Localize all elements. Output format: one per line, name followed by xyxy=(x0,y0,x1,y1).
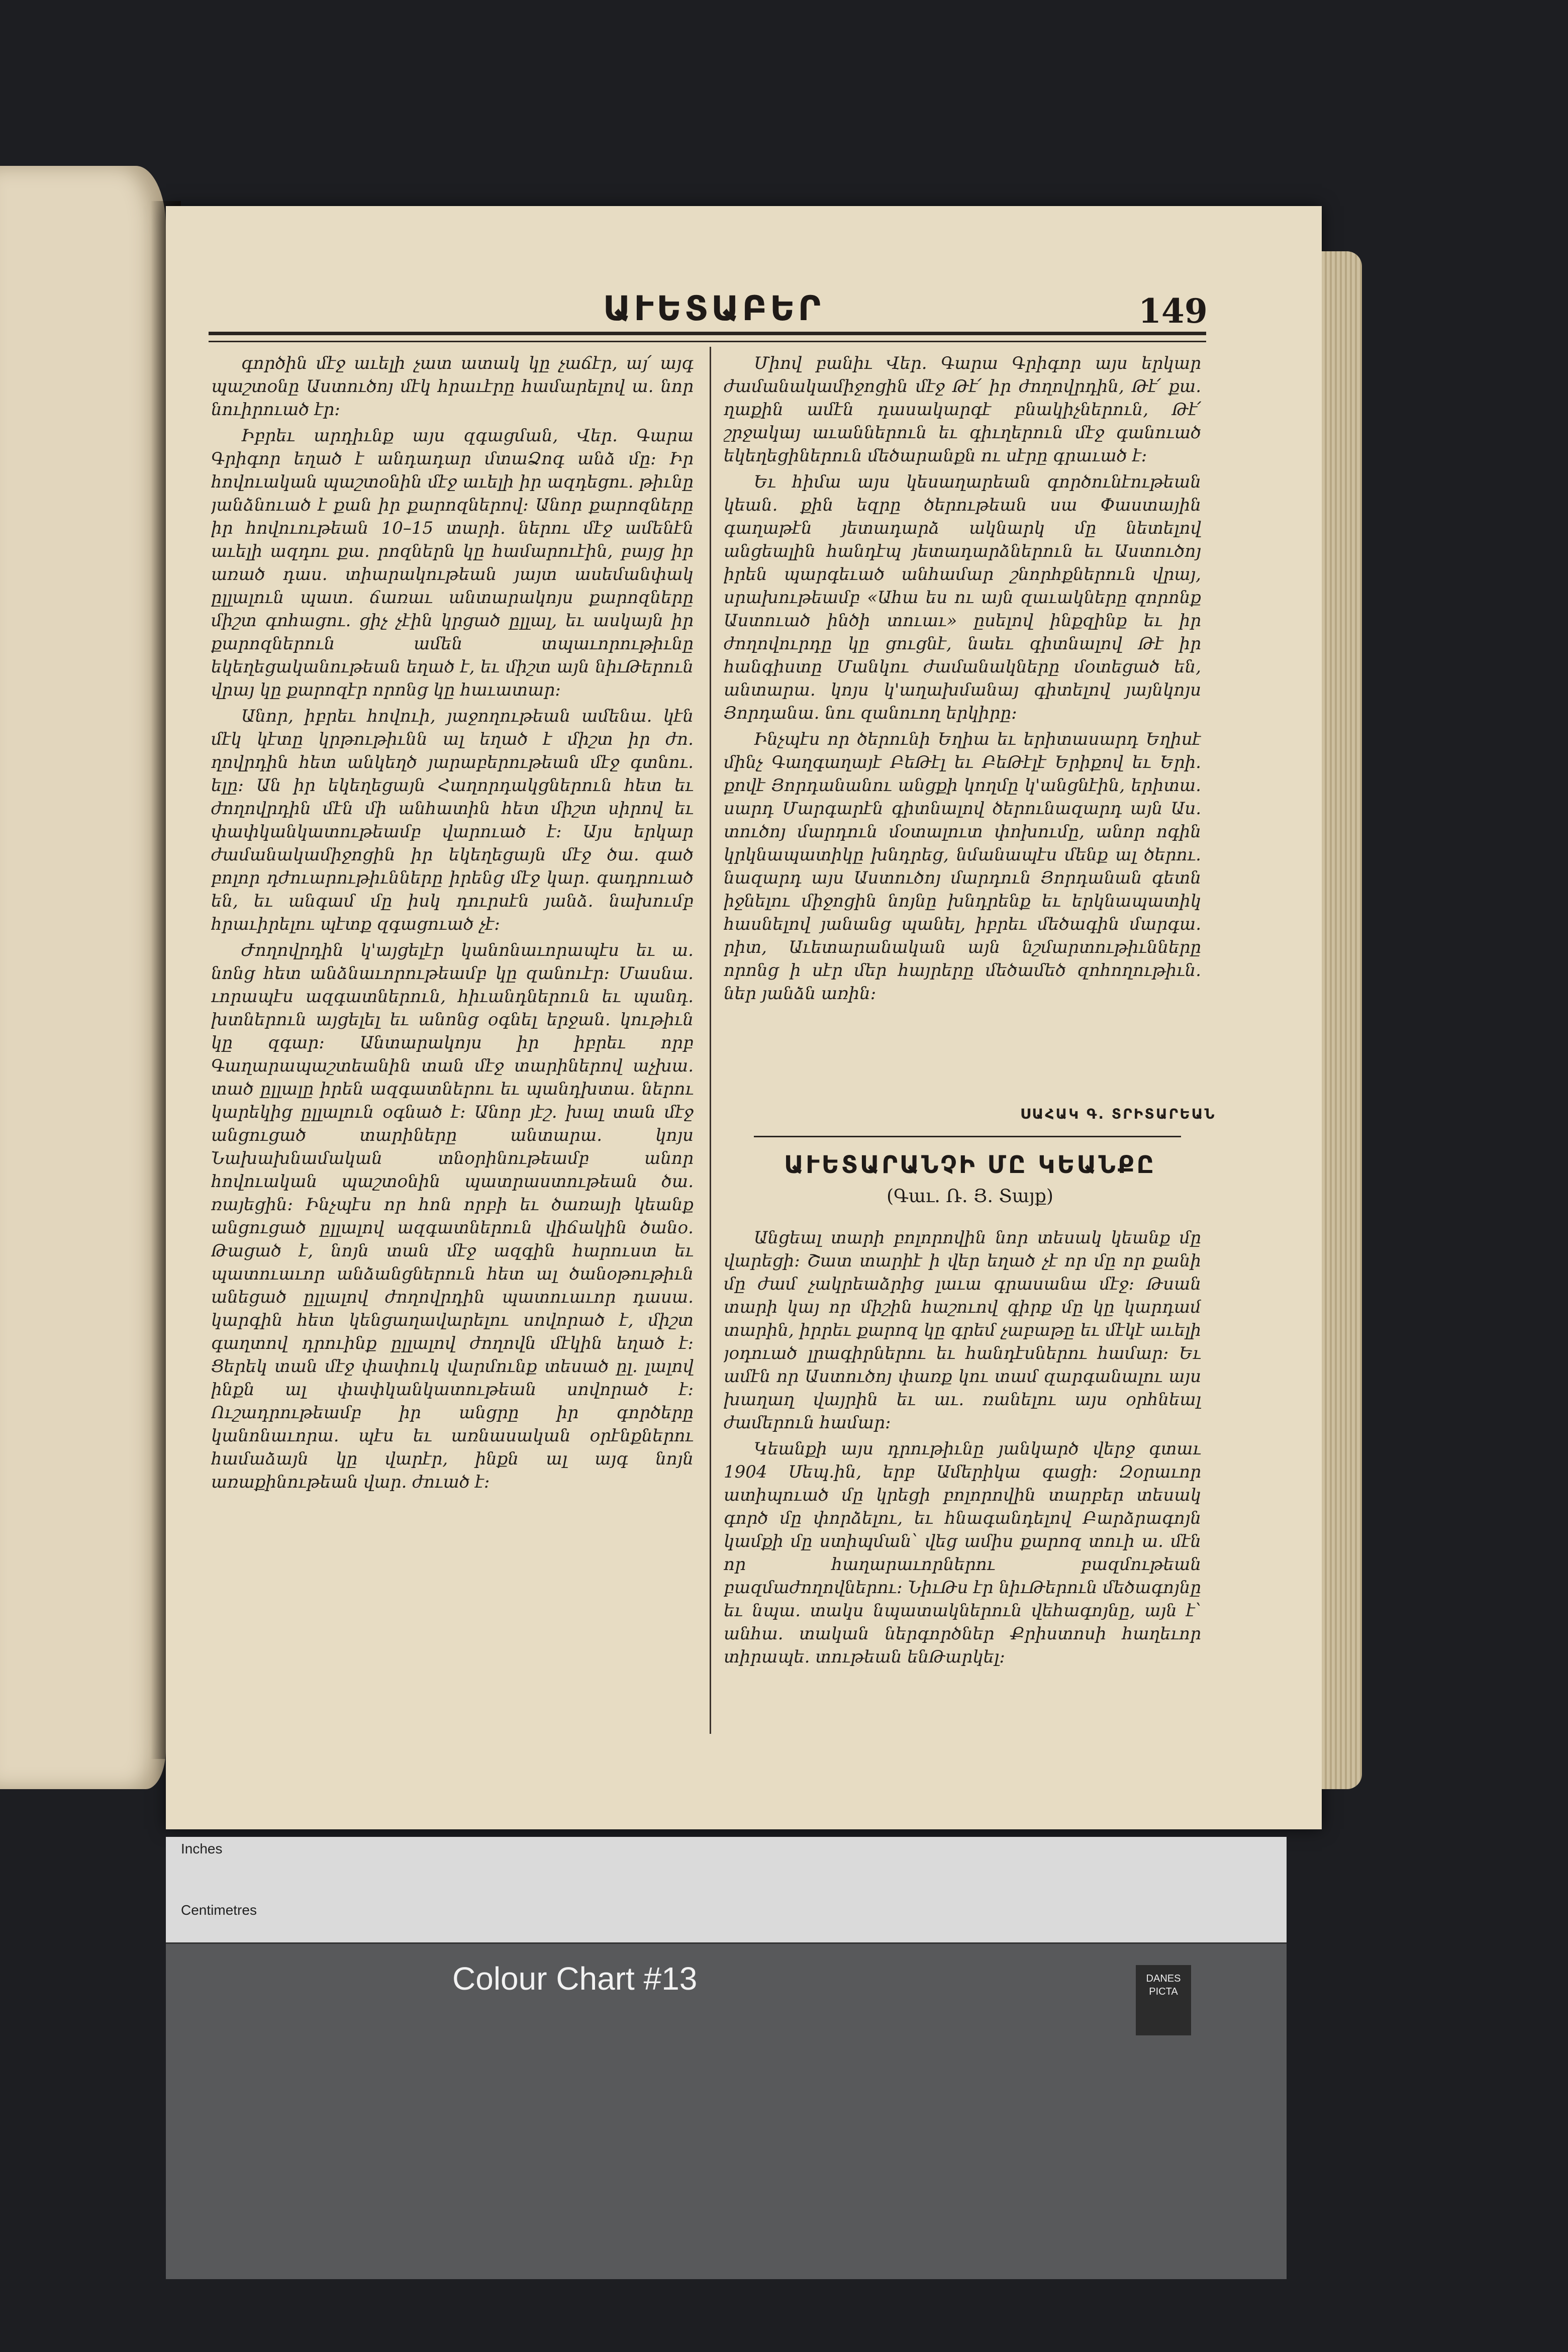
chart-title: Colour Chart #13 xyxy=(452,1961,698,1997)
paragraph: Անոր, իբրեւ հովուի, յաջողութեան ամենա. կէն մէկ կէտը կրթութիւնն ալ եղած է միշտ իր ժո. ղովրդին հետ անկեղծ յարաբերութեան մէջ գտնու. ելը։ Ան իր եկեղեցայն Հաղորդակցներուն հետ եւ ժողովրդին մէն մի անհատին հետ միշտ սիրով եւ փափկանկատութեամբ վարուած է։ Այս երկար ժամանակամիջոցին իր եկեղեցայն մէջ ծա. գած բոլոր դժուարութիւնները իրենց մէջ կար. գադրուած են, եւ անգամ մը իսկ դուրսէն յանձ. նախումբ հրաւիրելու պէտք զգացուած չէ։ xyxy=(211,706,694,934)
left-page xyxy=(0,166,166,1789)
paragraph: Ինչպէս որ ծերունի Եղիա եւ երիտասարդ Եղիսէ մինչ Գաղգաղայէ ԲեԹէլ եւ ԲեԹէլէ Երիքով եւ Երի. քովէ Յորդանանու անցքի կողմը կ'անցնէին, երիտա. սարդ Մարգարէն գիտնալով ծերունազարդ այն Աս. տուծոյ մարդուն մօտալուտ փոխումը, անոր ոգին կրկնապատիկը խնդրեց, նմանապէս մենք ալ ծերու. նազարդ այս Աստուծոյ մարդուն Յորդանան գետն իջնելու միջոցին նոյնը խնդրենք եւ երկնապատիկ հասնելով յանանց պանել, իբրեւ մեծագին մարգա. րիտ, Աւետարանական այն նշմարտութիւնները որոնց ի սէր մեր հայրերը մեծամեծ զոհողութիւն. ներ յանձն առին։ xyxy=(724,729,1201,1004)
logo: DANES PICTA xyxy=(1136,1965,1191,2035)
section-rule xyxy=(754,1136,1181,1137)
paragraph: Ժողովրդին կ'այցելէր կանոնաւորապէս եւ ա. նոնց հետ անձնաւորութեամբ կը զանուէր։ Մասնա. ւորապէս ազգատներուն, հիւանդներուն եւ պանդ. խտներուն այցելել եւ անոնց օգնել երջան. կութիւն կը զգար։ Անտարակոյս իր իբրեւ որբ Գաղարապաշտեանին տան մէջ տարիներով աչխա. տած ըլլալը իրեն ազգատներու եւ պանդխտա. ներու կարեկից ըլլալուն օգնած է։ Անոր յէշ. խալ տան մէջ անցուցած տարիները անտարա. կոյս Նախախնամական տնօրինութեամբ անոր հովուական պաշտօնին պատրաստութեան ծա. ռայեցին։ Ինչպէս որ հոն որբի եւ ծառայի կեանք անցուցած ըլլալով ազգատներուն վիճակին ծանօ. Թացած է, նոյն տան մէջ ազգին հարուստ եւ պատուաւոր անձանցներուն հետ ալ ծանօթութիւն անեցած ըլլալով ժողովրդին պատուաւոր դասա. կարգին հետ կենցաղավարելու սովորած է, միշտ գաղտով դրուինք ըլլալով ժողովն մէկին եղած է։ Ցերեկ տան մէջ փափուկ վարմունք տեսած ըլ. լալով ինքն ալ փափկանկատութեան սովորած է։ Ուշադրութեամբ իր անցրը իր գործերը կանոնաւորա. պէս եւ առնասական օրէնքներու համաձայն կը վարէր, ինքն ալ այգ նոյն առաքինութեան վար. ժուած է։ xyxy=(211,940,694,1492)
paragraph: Անցեալ տարի բոլորովին նոր տեսակ կեանք մը վարեցի։ Շատ տարիէ ի վեր եղած չէ որ մը որ քանի մը ժամ չակրեաձրից լաւա գրասանա մէջ։ Թսան տարի կայ որ միշին հաշուով գիրք մը կը կարդամ տարին, իրրեւ քարոզ կը գրեմ չաբաթը եւ մէկէ աւելի յօդուած լրագիրներու եւ հանդէսներու համար։ Եւ ամէն որ Աստուծոյ փառք կու տամ զարգանալու այս խաղաղ վայրին եւ աւ. ռանելու այս օրհնեալ ժամերուն համար։ xyxy=(724,1228,1201,1433)
ruler xyxy=(166,1837,1287,1944)
page-edge xyxy=(1322,251,1362,1789)
article-byline: (Գաւ. Ռ. Յ. Տայք) xyxy=(887,1186,1053,1207)
paragraph: Իբրեւ արդիւնք այս զգացման, Վեր. Գարա Գրիգոր եղած է անդադար մտաՁոգ անձ մը։ Իր հովուական պաշտօնին մէջ աւելի իր ազդեցու. թիւնը յանձնուած է քան իր քարոզներով։ Անոր քարոզները իր հովուութեան 10–15 տարի. ներու մէջ ամենէն աւելի ազդու քա. րոզներն կը համարուէին, բայց իր առած դաս. տիարակութեան յայտ ասեմանփակ ըլլալուն պատ. ճառաւ անտարակոյս քարոզները միշտ գոհացու. ցիչ չէին կրցած ըլլալ, եւ ասկայն իր քարոզներուն ամեն տպաւորութիւնը եկեղեցականութեան եղած է, եւ միշտ այն նիւԹերուն վրայ կը քարոզէր որոնց կը հաւատար։ xyxy=(211,426,694,700)
article-body xyxy=(724,1226,1201,1749)
article-title: ԱՒԵՏԱՐԱՆՉԻ ՄԸ ԿԵԱՆՔԸ xyxy=(784,1151,1156,1179)
paragraph: Միով բանիւ Վեր. Գարա Գրիգոր այս երկար ժամանակամիջոցին մէջ Թէ՛ իր ժողովրդին, Թէ՛ քա. ղաքին ամէն դասակարգէ բնակիչներուն, Թէ՛ շրջակայ աւաններուն եւ գիւղերուն մէջ գանուած եկեղեցիներուն մեծարանքն ու սէրը գրաւած է։ xyxy=(724,353,1201,466)
ruler-cm-label: Centimetres xyxy=(181,1902,257,1918)
colour-chart xyxy=(166,1837,1287,2279)
header-rule xyxy=(209,332,1206,335)
paragraph: Եւ հիմա այս կեսաղարեան գործունէութեան կեան. քին եզրը ծերութեան սա Փաստային գաղաթէն յետադարձ ակնարկ մը նետելով անցեալին հանդէպ յետադարձներուն եւ Աստուծոյ իրեն պարգեւած անհամար շնորհքներուն վրայ, սրախութեամբ «Ահա ես ու այն զաւակները զորոնք Աստուած ինծի տուաւ» ըսելով ինքզինք եւ իր ժողովուրդը կը ցուցնէ, նաեւ գիտնալով Թէ իր հանգիստը Մանկու ժամանակները մօտեցած են, անտարա. կոյս կ'աղախմանայ գիտելով յայնկոյս Յորդանա. նու զանուող երկիրը։ xyxy=(724,472,1201,723)
right-column xyxy=(724,352,1201,1136)
ruler-inches-label: Inches xyxy=(181,1841,223,1856)
page-number: 149 xyxy=(1138,291,1208,331)
left-column xyxy=(211,352,694,1739)
running-head: ԱՒԵՏԱԲԵՐ xyxy=(603,289,824,329)
signature: ՍԱՀԱԿ Գ. ՏՐԻՏԱՐԵԱՆ xyxy=(1020,1106,1216,1122)
paragraph: Կեանքի այս դրութիւնը յանկարծ վերջ գտաւ 1904 Սեպ.ին, երբ Ամերիկա գացի։ Զօրաւոր ատիպուած մը կրեցի բոլորովին տարբեր տեսակ գործ մը փորձելու, եւ հնագանդելով Բարձրագոյն կամքի մը ստիպման՝ վեց ամիս քարոզ տուի ա. մէն որ հաղարաւորներու բազմութեան բազմաժողովներու։ ՆիւԹս էր նիւԹերուն մեծագոյնը եւ նպա. տակս նպատակներուն վեհագոյնը, այն է՝ անհա. տական ներգործներ Քրիստոսի հաղեւոր տիրապե. տութեան ենԹարկել։ xyxy=(724,1439,1201,1667)
column-divider xyxy=(710,347,711,1734)
header-rule-thin xyxy=(209,341,1206,342)
paragraph: գործին մէջ աւելի չատ ատակ կը չաճէր, այ՛ այգ պաշտօնը Աստուծոյ մէկ հրաւէրը համարելով ա. նոր նուիրուած էր։ xyxy=(211,353,694,420)
